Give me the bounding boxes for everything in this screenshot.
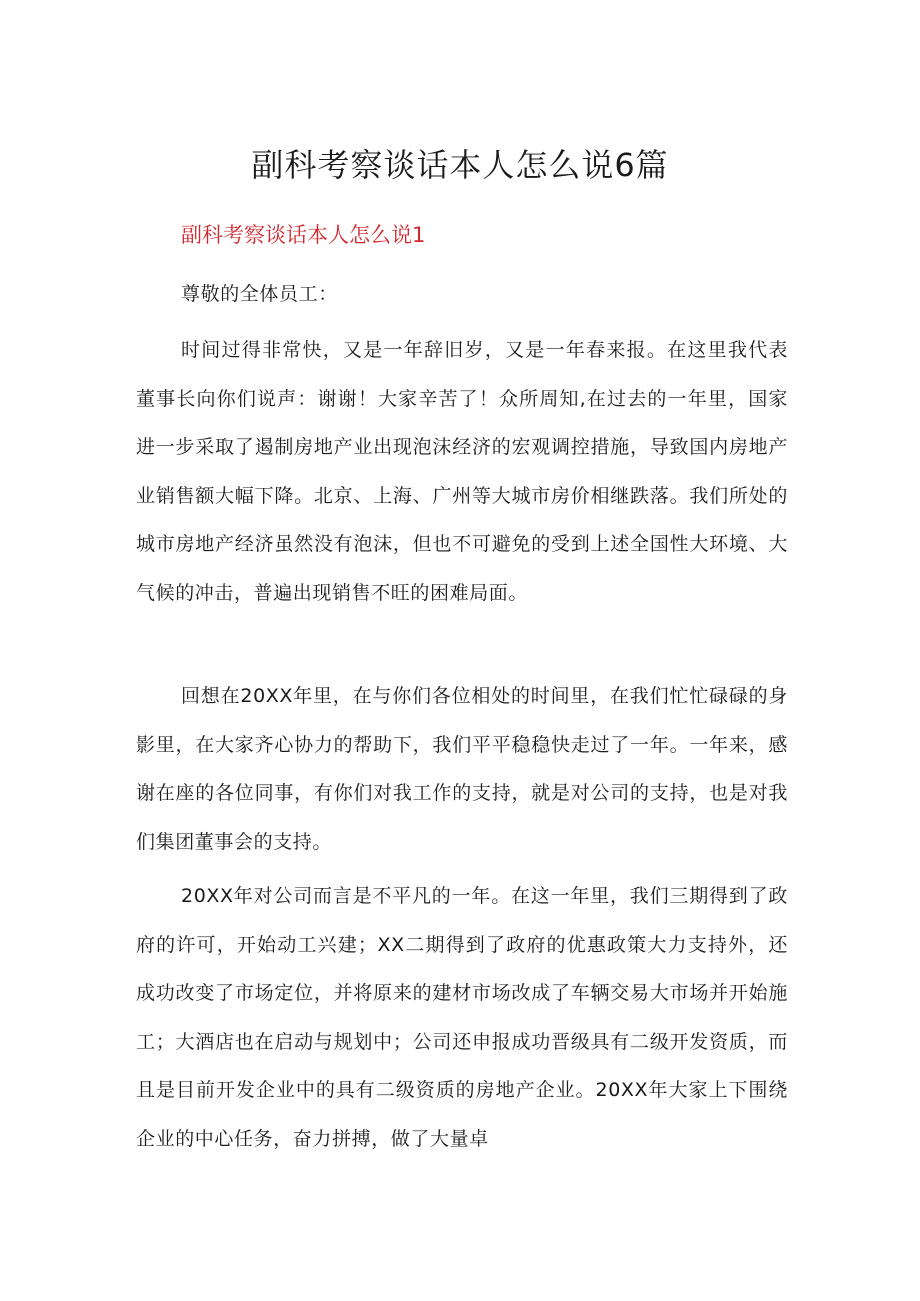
body-paragraph: 20XX年对公司而言是不平凡的一年。在这一年里，我们三期得到了政府的许可，开始动工兴建；XX二期得到了政府的优惠政策大力支持外，还成功改变了市场定位，并将原来的建材市场改成了车辆交易大市场并开始施工；大酒店也在启动与规划中；公司还申报成功晋级具有二级开发资质，而且是目前开发企业中的具有二级资质的房地产企业。20XX年大家上下围绕企业的中心任务，奋力拼搏，做了大量卓 [136, 885, 788, 1150]
document-title: 副科考察谈话本人怎么说6篇 [251, 146, 669, 184]
body-paragraph-1-block [136, 326, 788, 618]
body-paragraph-3-block [136, 872, 788, 1164]
salutation: 尊敬的全体员工： [181, 283, 338, 305]
body-paragraph: 时间过得非常快，又是一年辞旧岁，又是一年春来报。在这里我代表董事长向你们说声：谢谢！大家辛苦了！众所周知,在过去的一年里，国家进一步采取了遏制房地产业出现泡沫经济的宏观调控措施，导致国内房地产业销售额大幅下降。北京、上海、广州等大城市房价相继跌落。我们所处的城市房地产经济虽然没有泡沫，但也不可避免的受到上述全国性大环境、大气候的冲击，普遍出现销售不旺的困难局面。 [136, 339, 788, 604]
body-paragraph: 回想在20XX年里，在与你们各位相处的时间里，在我们忙忙碌碌的身影里，在大家齐心协力的帮助下，我们平平稳稳快走过了一年。一年来，感谢在座的各位同事，有你们对我工作的支持，就是对公司的支持，也是对我们集团董事会的支持。 [136, 685, 788, 853]
section-heading: 副科考察谈话本人怎么说1 [181, 223, 426, 247]
body-paragraph-2-block [136, 672, 788, 866]
